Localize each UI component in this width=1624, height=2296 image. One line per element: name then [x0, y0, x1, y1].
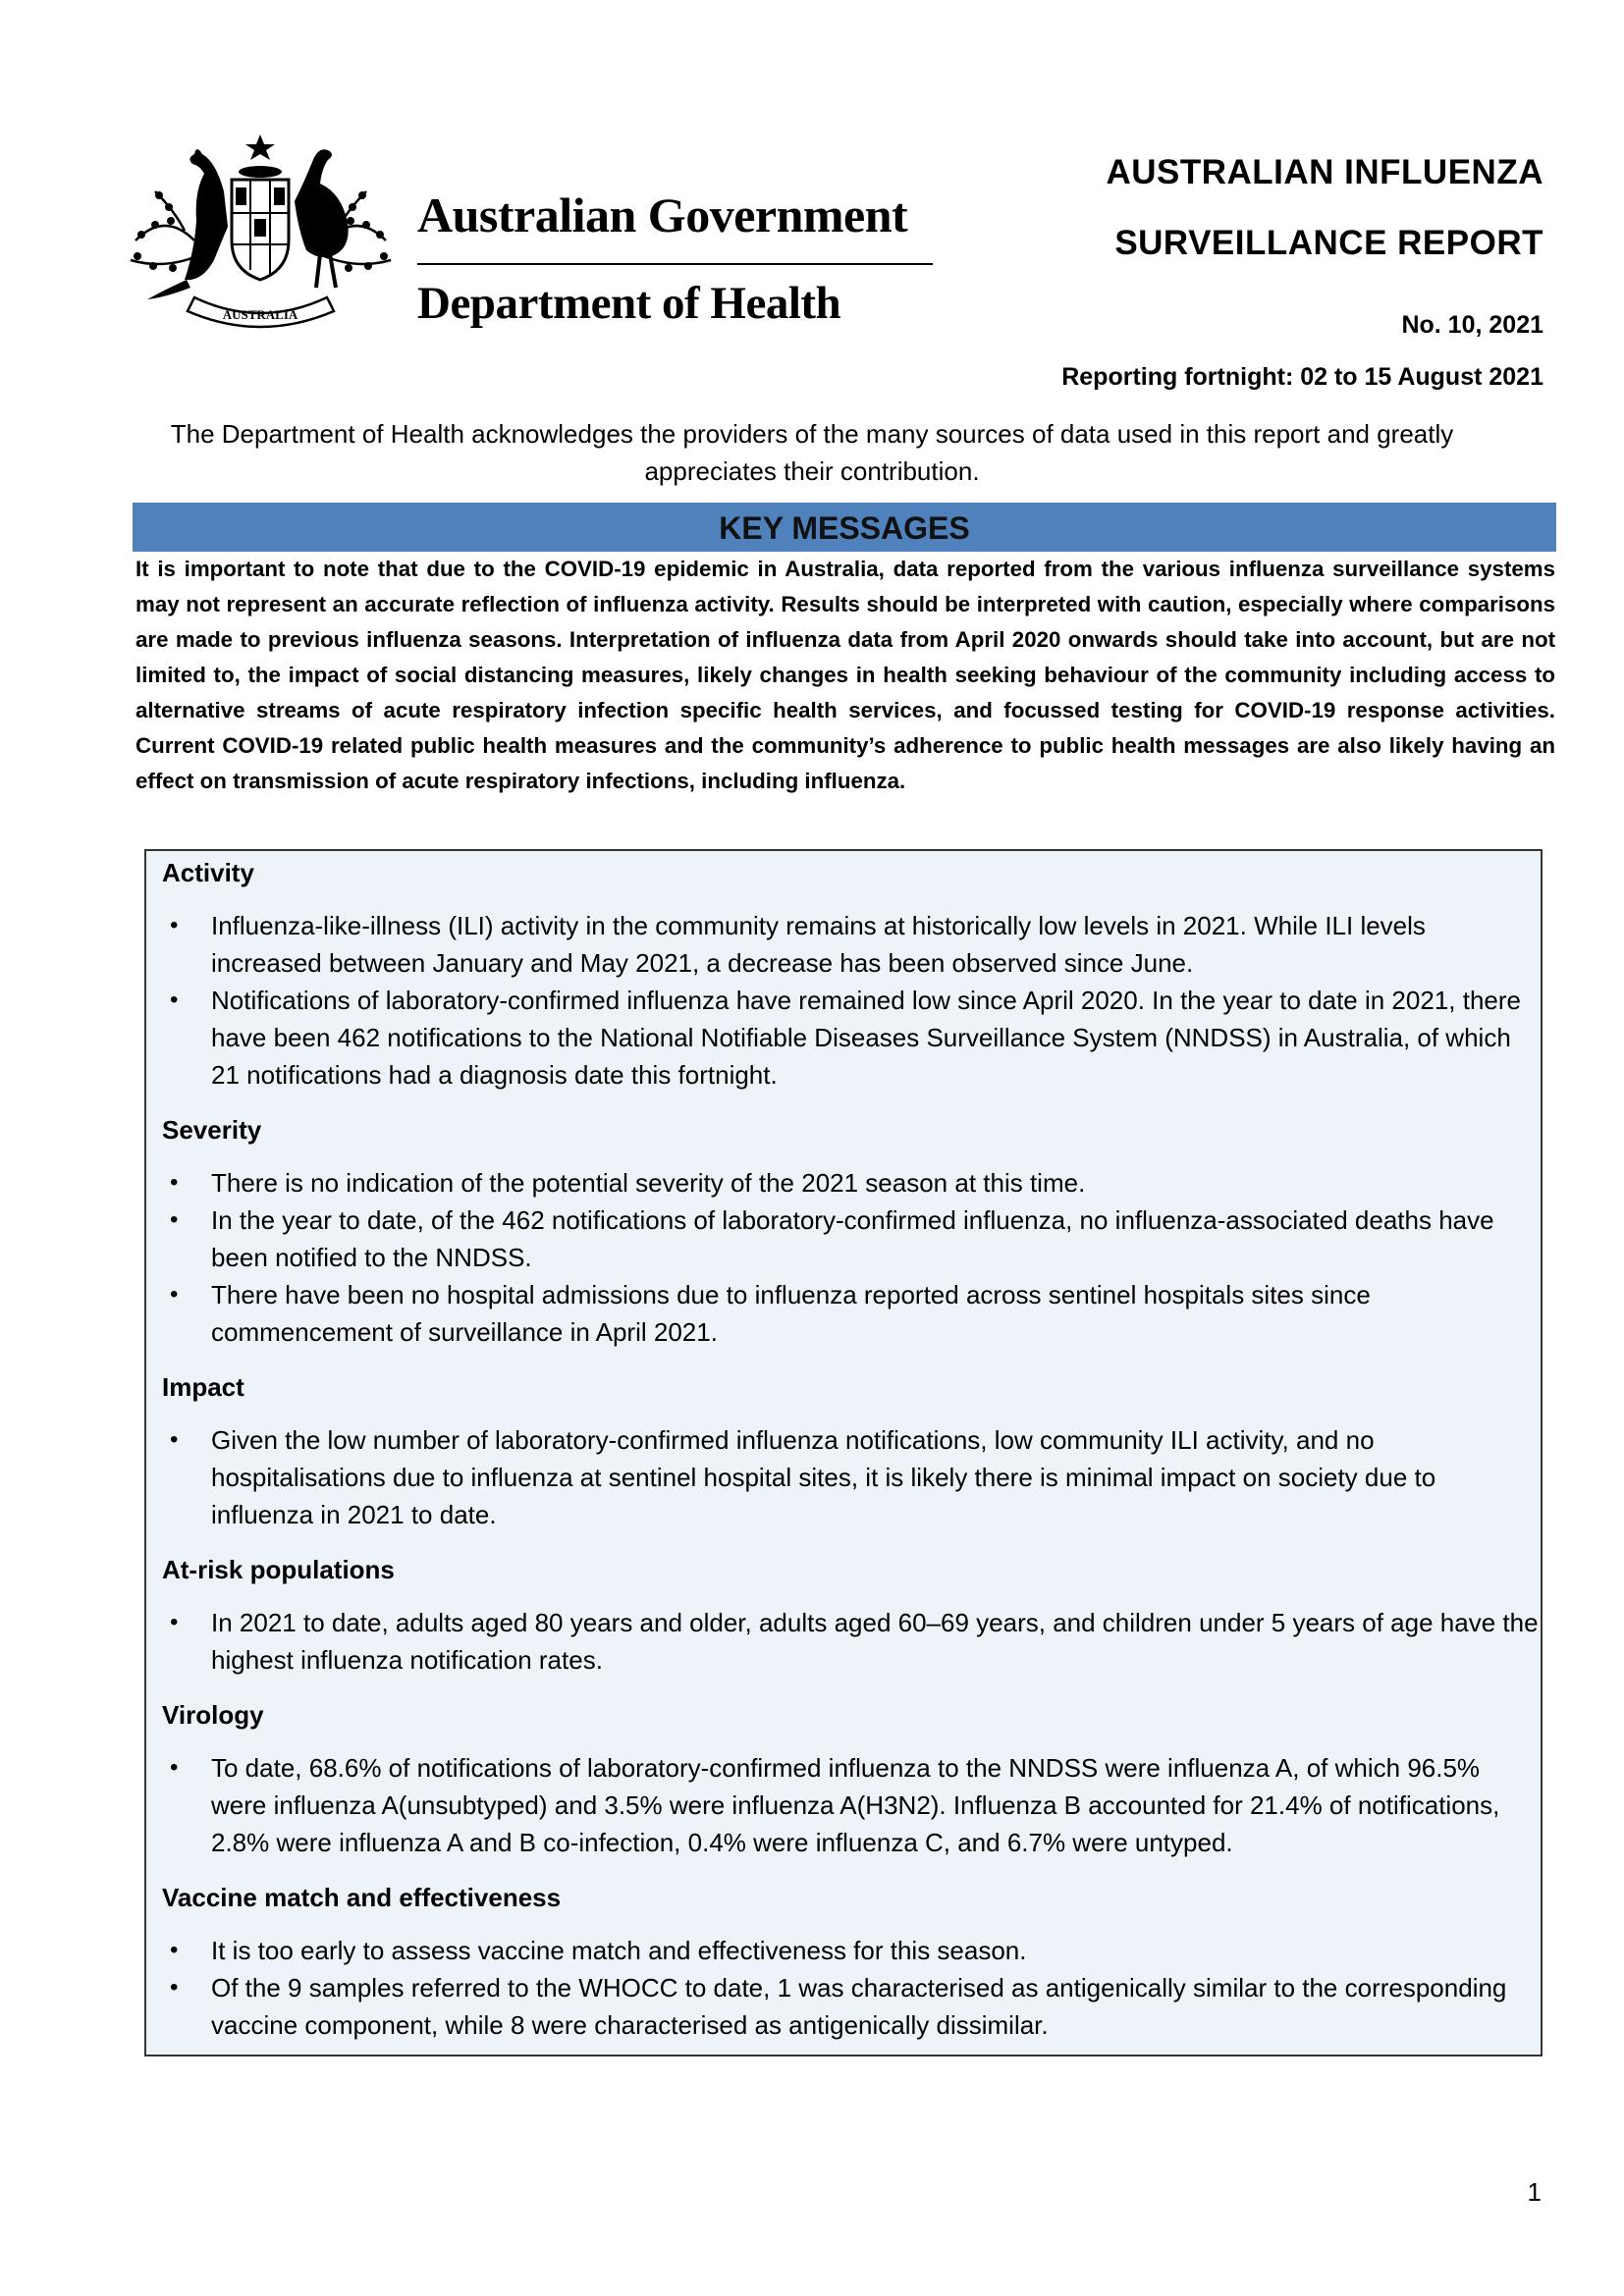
list-item: [162, 1969, 1539, 2044]
report-title-line2: SURVEILLANCE REPORT: [1114, 224, 1543, 262]
summary-box: [144, 849, 1543, 2056]
bullet-text: It is too early to assess vaccine match and effectiveness for this season.: [211, 1936, 1027, 1965]
section-heading-virology: Virology: [162, 1700, 264, 1730]
list-item: [162, 1276, 1539, 1351]
bullet-icon: •: [170, 1937, 179, 1963]
bullet-text: In the year to date, of the 462 notifications of laboratory-confirmed influenza, no influenza-associated deaths have been notified to the NNDSS.: [211, 1205, 1494, 1272]
bullet-icon: •: [170, 1169, 179, 1196]
section-heading-impact: Impact: [162, 1372, 244, 1402]
header-divider: [417, 263, 933, 265]
section-heading-severity: Severity: [162, 1115, 262, 1145]
bullet-icon: •: [170, 912, 179, 938]
crest-ribbon-text: AUSTRALIA: [222, 307, 298, 322]
bullet-icon: •: [170, 987, 179, 1013]
page-number: 1: [1527, 2177, 1542, 2207]
section-heading-activity: Activity: [162, 858, 254, 887]
bullet-icon: •: [170, 1609, 179, 1635]
acknowledgement: The Department of Health acknowledges the providers of the many sources of data used in this report and greatly appreciates their contribution.: [170, 419, 1454, 486]
list-item: [162, 982, 1539, 1094]
bullet-text: Notifications of laboratory-confirmed influenza have remained low since April 2020. In the year to date in 2021, there have been 462 notifications to the National Notifiable Diseases Surveillance System (NNDSS) in Australia, of which 21 notifications had a diagnosis date this fortnight.: [211, 986, 1521, 1090]
government-name: Australian Government: [417, 187, 908, 242]
list-item: [162, 1604, 1539, 1679]
bullet-text: There is no indication of the potential severity of the 2021 season at this time.: [211, 1168, 1086, 1198]
bullet-text: Of the 9 samples referred to the WHOCC to date, 1 was characterised as antigenically similar to the corresponding vaccine component, while 8 were characterised as antigenically dissimilar.: [211, 1973, 1507, 2040]
list-item: [162, 907, 1539, 982]
key-messages-intro: It is important to note that due to the COVID-19 epidemic in Australia, data reported from the various influenza surveillance systems may not represent an accurate reflection of influenza activity. Results should be interpreted with caution, especially where comparisons are made to previous influenza seasons. Interpretation of influenza data from April 2020 onwards should take into account, but are not limited to, the impact of social distancing measures, likely changes in health seeking behaviour of the community including access to alternative streams of acute respiratory infection specific health services, and focussed testing for COVID-19 response activities. Current COVID-19 related public health measures and the community’s adherence to public health messages are also likely having an effect on transmission of acute respiratory infections, including influenza.: [135, 557, 1555, 793]
bullet-text: Given the low number of laboratory-confirmed influenza notifications, low community ILI activity, and no hospitalisations due to influenza at sentinel hospital sites, it is likely there is minimal impact on society due to influenza in 2021 to date.: [211, 1425, 1436, 1529]
bullet-icon: •: [170, 1974, 179, 2001]
bullet-text: There have been no hospital admissions due to influenza reported across sentinel hospitals sites since commencement of surveillance in April 2021.: [211, 1280, 1371, 1347]
bullet-icon: •: [170, 1754, 179, 1781]
key-messages-heading: KEY MESSAGES: [133, 503, 1556, 552]
bullet-icon: •: [170, 1426, 179, 1453]
section-heading-at-risk-populations: At-risk populations: [162, 1555, 395, 1584]
report-title: [1106, 137, 1543, 279]
list-item: [162, 1749, 1539, 1861]
bullet-text: To date, 68.6% of notifications of laboratory-confirmed influenza to the NNDSS were influenza A, of which 96.5% were influenza A(unsubtyped) and 3.5% were influenza A(H3N2). Influenza B accounted for 21.4% of notifications, 2.8% were influenza A and B co-infection, 0.4% were influenza C, and 6.7% were untyped.: [211, 1753, 1500, 1857]
list-item: [162, 1164, 1539, 1201]
department-name: Department of Health: [417, 278, 841, 329]
list-item: [162, 1201, 1539, 1276]
reporting-fortnight: Reporting fortnight: 02 to 15 August 2021: [1061, 363, 1543, 391]
report-title-line1: AUSTRALIAN INFLUENZA: [1106, 153, 1543, 191]
list-item: [162, 1421, 1539, 1533]
australian-coat-of-arms-icon: [126, 133, 396, 339]
bullet-text: In 2021 to date, adults aged 80 years and older, adults aged 60–69 years, and children under 5 years of age have the highest influenza notification rates.: [211, 1608, 1539, 1675]
bullet-text: Influenza-like-illness (ILI) activity in the community remains at historically low levels in 2021. While ILI levels increased between January and May 2021, a decrease has been observed since June.: [211, 911, 1426, 978]
section-heading-vaccine-match: Vaccine match and effectiveness: [162, 1883, 562, 1912]
bullet-icon: •: [170, 1206, 179, 1233]
report-number: No. 10, 2021: [1401, 311, 1543, 339]
list-item: [162, 1932, 1539, 1969]
bullet-icon: •: [170, 1281, 179, 1308]
